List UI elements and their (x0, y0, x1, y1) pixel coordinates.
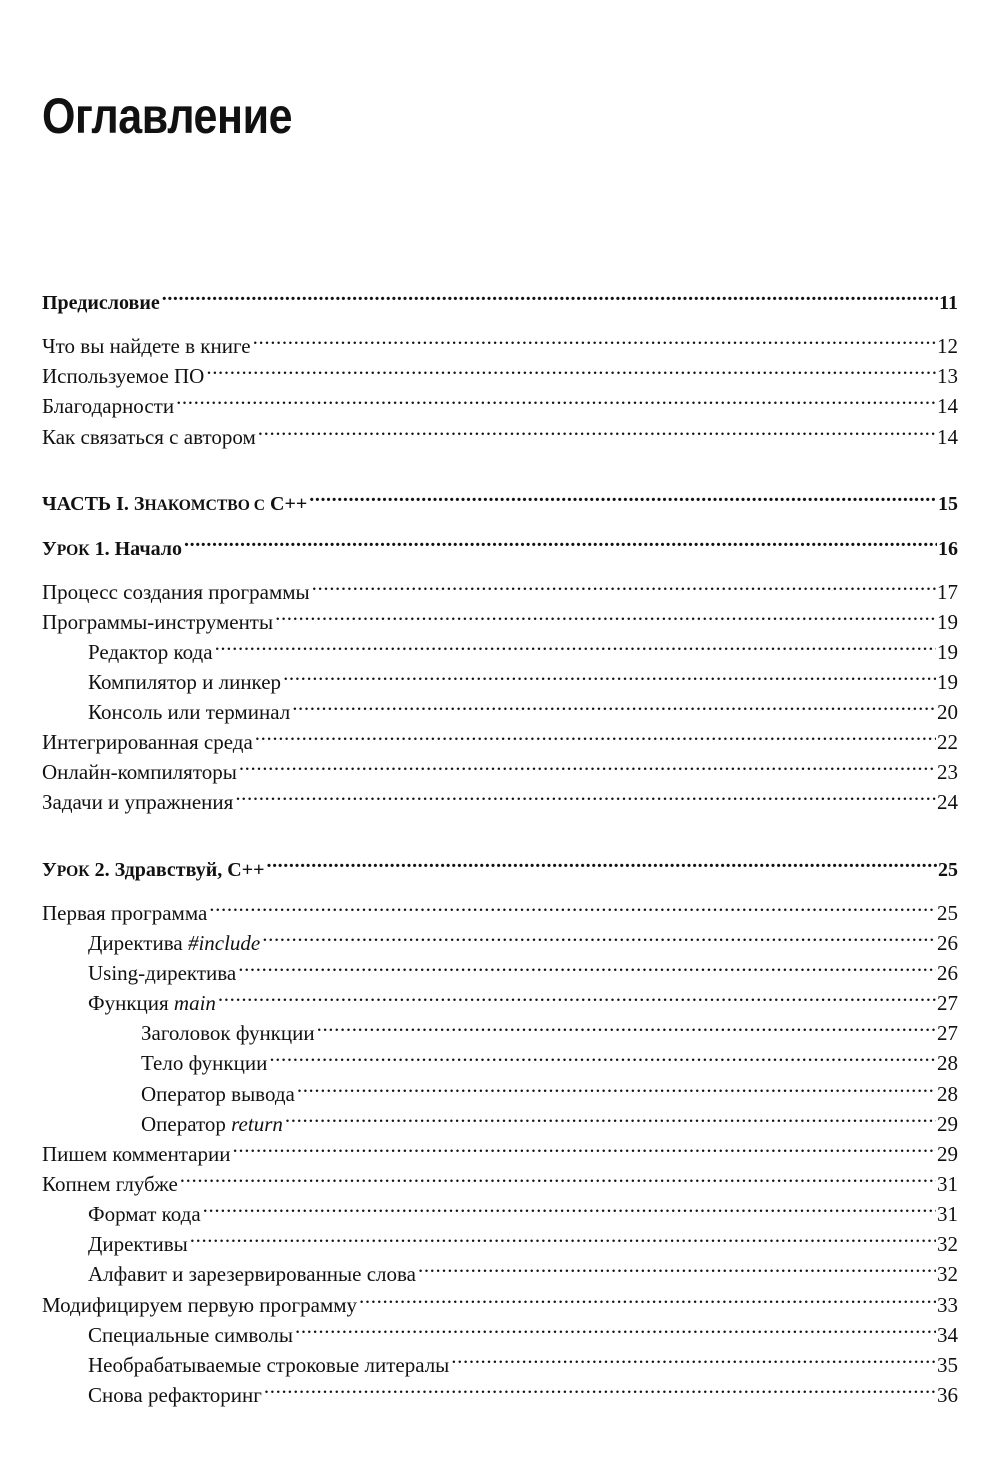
toc-entry[interactable] (42, 1314, 958, 1347)
part-title-smallcaps: НАКОМСТВО С (144, 497, 265, 514)
table-of-contents (42, 0, 958, 1459)
toc-entry-title (42, 856, 264, 886)
leader-dots (275, 601, 936, 629)
toc-entry[interactable] (42, 571, 958, 604)
toc-entry-title: Формат кода (88, 1202, 201, 1226)
leader-dots (233, 1133, 936, 1161)
toc-page-number: 17 (937, 580, 958, 604)
toc-page-number: 26 (937, 931, 958, 955)
toc-entry-title: Заголовок функции (141, 1021, 315, 1045)
toc-page-number: 25 (937, 901, 958, 925)
toc-page-number: 14 (937, 394, 958, 418)
toc-page-number: 13 (937, 364, 958, 388)
toc-entry[interactable] (42, 325, 958, 358)
toc-page-number: 23 (937, 760, 958, 784)
leader-dots (258, 416, 936, 444)
toc-entry-title: Благодарности (42, 394, 175, 418)
leader-dots (295, 1314, 936, 1342)
leader-dots (262, 922, 936, 950)
lesson-title-suffix: 2. Здравствуй, C++ (89, 859, 265, 881)
toc-page-number: 12 (937, 334, 958, 358)
toc-entry-title: Что вы найдете в книге (42, 334, 251, 358)
toc-entry-italic: main (173, 991, 216, 1015)
toc-entry[interactable] (42, 1253, 958, 1286)
leader-dots (203, 1193, 936, 1221)
toc-entry[interactable] (42, 952, 958, 985)
toc-page-number: 28 (937, 1051, 958, 1075)
toc-entry-italic: return (231, 1112, 283, 1136)
leader-dots (418, 1253, 936, 1281)
toc-entry-lesson-2[interactable] (42, 848, 958, 881)
lesson-title-smallcaps: РОК (56, 863, 90, 880)
toc-entry[interactable] (42, 1133, 958, 1166)
leader-dots (235, 781, 936, 809)
leader-dots (206, 355, 936, 383)
toc-entry-text: Функция (88, 991, 174, 1015)
page-title: Оглавление (42, 88, 293, 144)
toc-entry[interactable] (42, 416, 958, 449)
lesson-title-prefix: У (42, 859, 57, 881)
leader-dots (297, 1073, 936, 1101)
toc-page-number: 24 (937, 790, 958, 814)
toc-entry-title: Необрабатываемые строковые литералы (88, 1353, 450, 1377)
toc-entry[interactable] (42, 892, 958, 925)
toc-page-number: 27 (937, 1021, 958, 1045)
toc-entry-title: Модифицируем первую программу (42, 1293, 358, 1317)
leader-dots (359, 1284, 936, 1312)
toc-page-number: 20 (937, 700, 958, 724)
leader-dots (176, 385, 936, 413)
toc-entry[interactable] (42, 1344, 958, 1377)
toc-entry[interactable] (42, 661, 958, 694)
toc-page-number: 33 (937, 1293, 958, 1317)
toc-entry-title: Специальные символы (88, 1323, 293, 1347)
part-title-suffix: C++ (265, 493, 308, 515)
toc-entry[interactable] (42, 751, 958, 784)
leader-dots (209, 892, 936, 920)
toc-page-number: 29 (937, 1142, 958, 1166)
leader-dots (238, 952, 936, 980)
leader-dots (264, 1374, 936, 1402)
leader-dots (215, 631, 936, 659)
toc-page-number: 19 (937, 640, 958, 664)
toc-page-number: 16 (938, 538, 958, 560)
leader-dots (266, 848, 937, 876)
toc-entry[interactable] (42, 385, 958, 418)
toc-entry-title: Интегрированная среда (42, 730, 253, 754)
toc-entry[interactable] (42, 922, 958, 955)
toc-entry[interactable] (42, 1163, 958, 1196)
toc-page-number: 31 (937, 1172, 958, 1196)
leader-dots (239, 751, 936, 779)
toc-entry-title: Используемое ПО (42, 364, 205, 388)
toc-entry[interactable] (42, 721, 958, 754)
toc-entry[interactable] (42, 1374, 958, 1407)
toc-entry-title: Консоль или терминал (88, 700, 291, 724)
lesson-title-smallcaps: РОК (56, 542, 90, 559)
toc-entry-title: Задачи и упражнения (42, 790, 234, 814)
toc-page-number: 29 (937, 1112, 958, 1136)
toc-entry-title: Тело функции (141, 1051, 268, 1075)
leader-dots (269, 1042, 936, 1070)
toc-entry-title: Компилятор и линкер (88, 670, 282, 694)
toc-entry-title (42, 535, 182, 565)
leader-dots (253, 325, 936, 353)
toc-page-number: 32 (937, 1262, 958, 1286)
toc-entry-title: Директивы (88, 1232, 188, 1256)
toc-entry[interactable] (42, 355, 958, 388)
toc-page-number: 19 (937, 670, 958, 694)
toc-entry[interactable] (42, 631, 958, 664)
toc-entry-title: Снова рефакторинг (88, 1383, 262, 1407)
leader-dots (255, 721, 936, 749)
leader-dots (218, 982, 936, 1010)
toc-entry[interactable] (42, 1042, 958, 1075)
toc-page-number: 34 (937, 1323, 958, 1347)
toc-entry-title: Процесс создания программы (42, 580, 310, 604)
toc-entry-title: Предисловие (42, 292, 160, 314)
toc-page-number: 15 (938, 493, 958, 515)
leader-dots (451, 1344, 936, 1372)
toc-page-number: 22 (937, 730, 958, 754)
toc-entry-title: Как связаться с автором (42, 425, 256, 449)
toc-page-number: 25 (938, 859, 958, 881)
toc-entry[interactable] (42, 601, 958, 634)
toc-entry[interactable] (42, 691, 958, 724)
toc-page-number: 35 (937, 1353, 958, 1377)
lesson-title-suffix: 1. Начало (89, 538, 182, 560)
toc-page-number: 26 (937, 961, 958, 985)
leader-dots (190, 1223, 936, 1251)
toc-page-number: 27 (937, 991, 958, 1015)
leader-dots (292, 691, 936, 719)
toc-page-number: 32 (937, 1232, 958, 1256)
toc-entry[interactable] (42, 1193, 958, 1226)
lesson-title-prefix: У (42, 538, 57, 560)
toc-entry[interactable] (42, 781, 958, 814)
toc-page-number: 28 (937, 1082, 958, 1106)
toc-entry[interactable] (42, 1284, 958, 1317)
toc-entry-title: Алфавит и зарезервированные слова (88, 1262, 416, 1286)
leader-dots (180, 1163, 936, 1191)
toc-entry-text: Оператор (141, 1112, 232, 1136)
toc-entry-title: Редактор кода (88, 640, 213, 664)
toc-entry[interactable] (42, 1103, 958, 1136)
leader-dots (285, 1103, 936, 1131)
toc-entry-title: Первая программа (42, 901, 208, 925)
leader-dots (309, 482, 937, 510)
toc-entry-lesson-1[interactable] (42, 527, 958, 560)
toc-page-number: 14 (937, 425, 958, 449)
toc-entry[interactable] (42, 1073, 958, 1106)
toc-entry-part-1[interactable] (42, 482, 958, 515)
toc-entry-title: Онлайн-компиляторы (42, 760, 237, 784)
toc-page-number: 36 (937, 1383, 958, 1407)
toc-page-number: 19 (937, 610, 958, 634)
toc-page-number: 11 (939, 292, 958, 314)
leader-dots (317, 1012, 936, 1040)
toc-entry-title: Пишем комментарии (42, 1142, 231, 1166)
toc-entry-title: Оператор вывода (141, 1082, 295, 1106)
toc-entry-title: Копнем глубже (42, 1172, 178, 1196)
toc-entry[interactable] (42, 1012, 958, 1045)
toc-entry[interactable] (42, 982, 958, 1015)
toc-entry[interactable] (42, 1223, 958, 1256)
toc-entry-italic: #include (187, 931, 261, 955)
toc-page-number: 31 (937, 1202, 958, 1226)
toc-entry-title (42, 490, 307, 520)
leader-dots (184, 527, 937, 555)
toc-entry-title: Программы-инструменты (42, 610, 274, 634)
toc-entry-title: Using-директива (88, 961, 237, 985)
leader-dots (283, 661, 936, 689)
part-title-prefix: ЧАСТЬ I. З (42, 493, 145, 515)
leader-dots (312, 571, 936, 599)
toc-entry-preface[interactable] (42, 281, 958, 314)
leader-dots (162, 281, 938, 309)
toc-entry-text: Директива (88, 931, 188, 955)
